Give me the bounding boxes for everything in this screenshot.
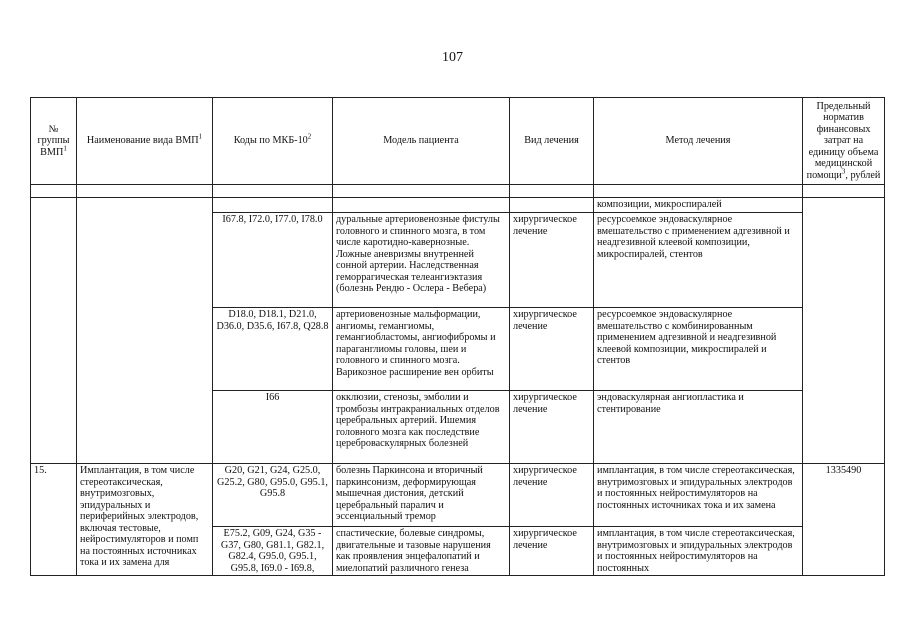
treatment-type-cell: хирургическое лечение [510,464,594,527]
icd-codes-cell: I67.8, I72.0, I77.0, I78.0 [213,213,333,308]
treatment-method-cell: имплантация, в том числе стереотаксическая, внутримозговых и эпидуральных электродов и постоянных нейростимуляторов на постоянных источниках тока и их замена [594,464,803,527]
treatment-type-cell: хирургическое лечение [510,213,594,308]
header-treatment-type: Вид лечения [510,98,594,185]
vmp-name-cell: Имплантация, в том числе стереотаксическая, внутримозговых, эпидуральных и периферийных электродов, включая тестовые, нейростимуляторов и помп на постоянных источниках тока и их замена для [77,464,213,576]
treatment-type-cell: хирургическое лечение [510,527,594,576]
table-row [31,464,885,527]
vmp-table [30,97,885,576]
patient-model-cell: окклюзии, стенозы, эмболии и тромбозы интракраниальных отделов церебральных артерий. Ишемия головного мозга как последствие цереброваскулярных болезней [333,391,510,464]
header-spacer-row [31,185,885,198]
patient-model-cell [333,198,510,213]
header-treatment-method: Метод лечения [594,98,803,185]
header-group-number: № группы ВМП$^1$ [31,98,77,185]
icd-codes-cell: E75.2, G09, G24, G35 - G37, G80, G81.1, G82.1, G82.4, G95.0, G95.1, G95.8, I69.0 - I69.8, [213,527,333,576]
treatment-method-cell: эндоваскулярная ангиопластика и стентирование [594,391,803,464]
header-cost-norm: Предельный норматив финансовых затрат на единицу объема медицинской помощи$^3$, рублей [803,98,885,185]
cost-norm-cell: 1335490 [803,464,885,576]
patient-model-cell: спастические, болевые синдромы, двигательные и тазовые нарушения как проявления энцефалопатий и миелопатий различного генеза [333,527,510,576]
treatment-method-cell: ресурсоемкое эндоваскулярное вмешательство с применением адгезивной и неадгезивной клеевой композиции, микроспиралей, стентов [594,213,803,308]
header-row [31,98,885,185]
header-patient-model: Модель пациента [333,98,510,185]
group-number-cell: 15. [31,464,77,576]
icd-codes-cell: I66 [213,391,333,464]
treatment-type-cell [510,198,594,213]
treatment-method-cell: имплантация, в том числе стереотаксическая, внутримозговых и эпидуральных электродов и постоянных нейростимуляторов на постоянных [594,527,803,576]
group-number-cell [31,198,77,464]
treatment-method-cell: ресурсоемкое эндоваскулярное вмешательство с комбинированным применением адгезивной и неадгезивной клеевой композиции, микроспиралей и стентов [594,308,803,391]
treatment-method-cell: композиции, микроспиралей [594,198,803,213]
vmp-name-cell [77,198,213,464]
cost-norm-cell [803,198,885,464]
icd-codes-cell: G20, G21, G24, G25.0, G25.2, G80, G95.0, G95.1, G95.8 [213,464,333,527]
treatment-type-cell: хирургическое лечение [510,391,594,464]
header-icd-codes: Коды по МКБ-$10^2$ [213,98,333,185]
patient-model-cell: болезнь Паркинсона и вторичный паркинсонизм, деформирующая мышечная дистония, детский церебральный паралич и эссенциальный тремор [333,464,510,527]
table-row [31,198,885,213]
patient-model-cell: артериовенозные мальформации, ангиомы, гемангиомы, гемангиобластомы, ангиофибромы и параганглиомы головы, шеи и головного и спинного мозга. Варикозное расширение вен орбиты [333,308,510,391]
page-number: 107 [442,50,463,65]
icd-codes-cell: D18.0, D18.1, D21.0, D36.0, D35.6, I67.8, Q28.8 [213,308,333,391]
treatment-type-cell: хирургическое лечение [510,308,594,391]
icd-codes-cell [213,198,333,213]
header-vmp-name: Наименование вида ВМП$^1$ [77,98,213,185]
patient-model-cell: дуральные артериовенозные фистулы головного и спинного мозга, в том числе каротидно-кавернозные. Ложные аневризмы внутренней сонной артерии. Наследственная геморрагическая телеангиэктазия (болезнь Рендю - Ослера - Вебера) [333,213,510,308]
